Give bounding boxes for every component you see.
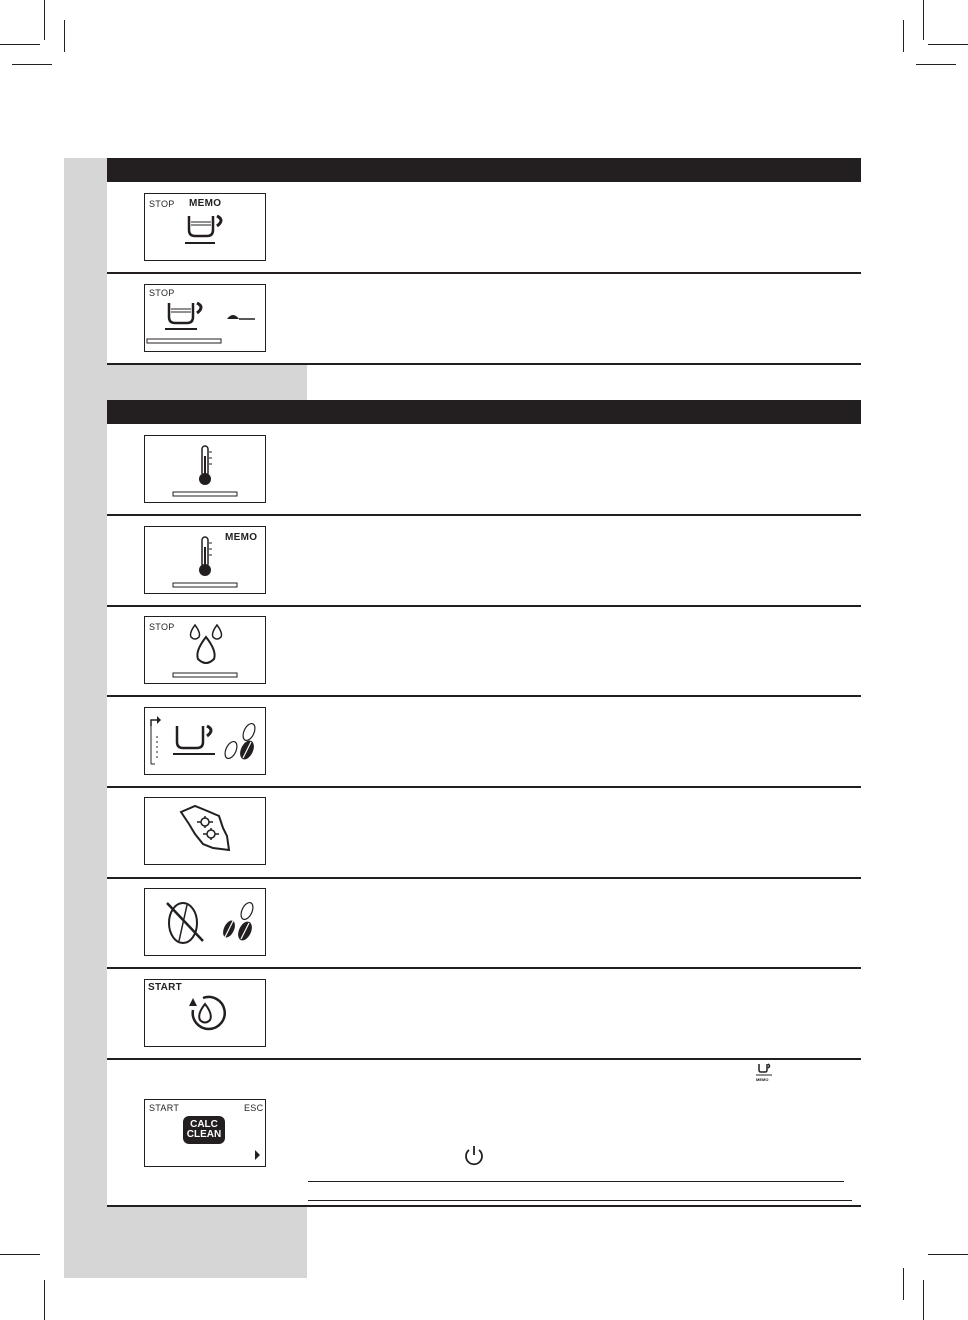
crop-mark (923, 0, 924, 40)
row-divider (107, 363, 861, 365)
crop-mark (928, 1254, 968, 1255)
crop-mark (44, 0, 45, 40)
row-divider (107, 877, 861, 879)
lcd-stop-label: STOP (149, 288, 175, 298)
lcd-start-descale (144, 979, 266, 1047)
lcd-drops (144, 616, 266, 684)
crop-mark (0, 44, 40, 45)
calc-label: CALC (190, 1119, 218, 1130)
arrow-right-icon (145, 1100, 265, 1166)
lcd-memo-cup (144, 193, 266, 261)
crop-mark (928, 44, 968, 45)
lcd-thermometer (144, 435, 266, 503)
row-divider (107, 786, 861, 788)
lcd-memo-label: MEMO (225, 532, 258, 543)
crop-mark (12, 64, 52, 65)
lcd-esc-label: ESC (244, 1103, 264, 1113)
section-header-bar (107, 400, 861, 424)
row-divider (107, 1058, 861, 1060)
lcd-start-label: START (148, 982, 183, 993)
thermometer-icon (145, 527, 265, 593)
lcd-stop-label: STOP (149, 199, 175, 209)
descale-cycle-icon (145, 980, 265, 1046)
cup-memo-icon (752, 1062, 776, 1086)
lcd-cup-beans (144, 707, 266, 775)
lcd-memo-label: MEMO (189, 198, 222, 209)
text-underline (308, 1181, 844, 1182)
lcd-no-beans (144, 888, 266, 956)
cup-beans-icon (145, 708, 265, 774)
crop-mark (916, 64, 956, 65)
section-header-bar (107, 158, 861, 182)
crop-mark (903, 20, 904, 52)
no-beans-icon (145, 889, 265, 955)
lcd-thermometer-memo (144, 526, 266, 594)
thermometer-icon (145, 436, 265, 502)
power-icon (463, 1144, 485, 1166)
row-divider (107, 605, 861, 607)
crop-mark (923, 1280, 924, 1320)
row-divider (107, 1205, 861, 1207)
lcd-start-label: START (149, 1103, 180, 1113)
text-underline (308, 1200, 852, 1201)
crop-mark (64, 20, 65, 52)
lcd-calc-clean (144, 1099, 266, 1167)
cup-memo-label: MEMO (756, 1077, 769, 1082)
row-divider (107, 695, 861, 697)
row-divider (107, 967, 861, 969)
lcd-brew-group (144, 797, 266, 865)
clean-label: CLEAN (186, 1129, 222, 1140)
lcd-cup-spoon (144, 284, 266, 352)
lcd-stop-label: STOP (149, 622, 175, 632)
cup-spoon-icon (145, 285, 265, 351)
cup-icon (145, 194, 265, 260)
crop-mark (903, 1268, 904, 1300)
water-drops-icon (145, 617, 265, 683)
crop-mark (44, 1280, 45, 1320)
crop-mark (0, 1254, 40, 1255)
row-divider (107, 272, 861, 274)
brew-group-icon (145, 798, 265, 864)
row-divider (107, 514, 861, 516)
